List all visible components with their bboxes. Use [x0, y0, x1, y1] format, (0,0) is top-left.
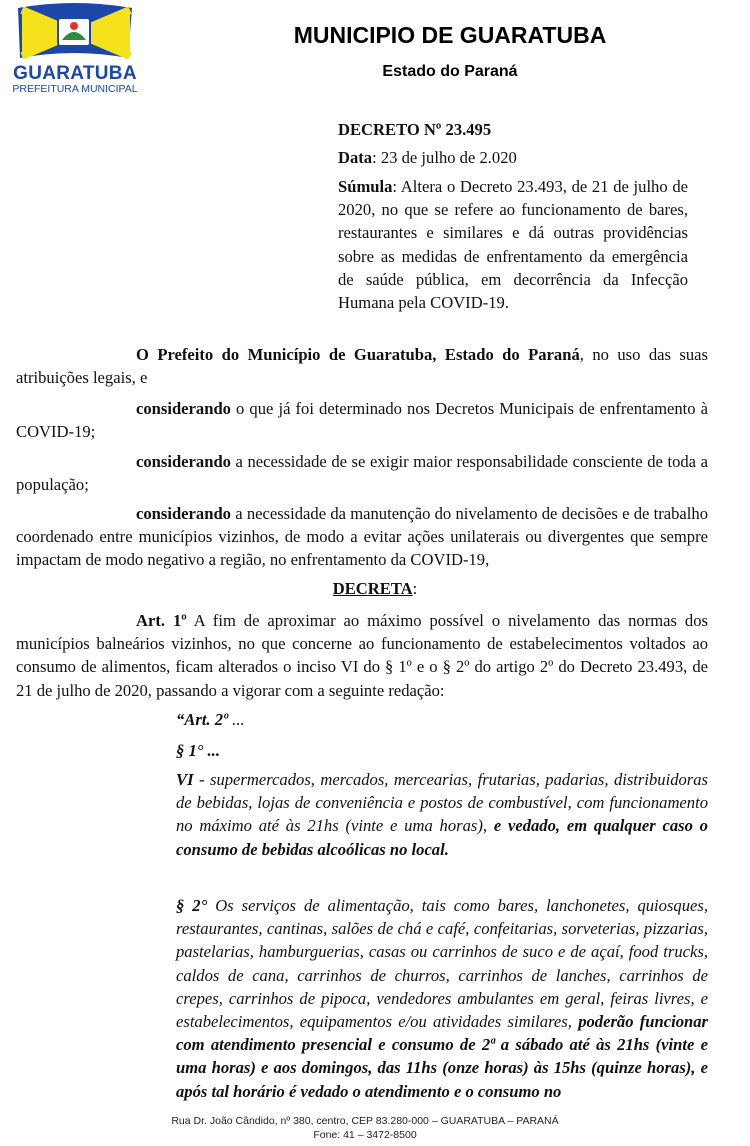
quote-paragraph-1: § 1° ...	[176, 741, 220, 760]
flag-emblem-icon	[14, 2, 136, 64]
considerando-label: considerando	[136, 452, 231, 471]
article-1-label: Art. 1º	[136, 611, 187, 630]
page-footer	[0, 1114, 730, 1142]
preamble-text: , no uso das suas atribuições legais, e	[16, 345, 708, 388]
municipality-title: MUNICIPIO DE GUARATUBA	[293, 22, 607, 48]
inciso-label: VI	[176, 770, 194, 789]
considerando-label: considerando	[136, 504, 231, 523]
footer-address: Rua Dr. João Cândido, nº 380, centro, CEP 83.280-000 – GUARATUBA – PARANÁ	[171, 1115, 559, 1127]
summary-text: : Altera o Decreto 23.493, de 21 de julho de 2020, no que se refere ao funcionamento de bares, restaurantes e similares e dá outras providências sobre as medidas de enfrentamento da emergência de saúde pública, em decorrência da Infecção Humana pela COVID-19.	[338, 177, 688, 313]
logo-subtitle: PREFEITURA MUNICIPAL	[12, 83, 138, 95]
considerando-text: a necessidade da manutenção do nivelamento de decisões e de trabalho coordenado entre municípios vizinhos, de modo a evitar ações unilaterais ou divergentes que sempre impactam de modo negativo a região, no enfrentamento da COVID-19,	[16, 504, 708, 570]
article-1-text: A fim de aproximar ao máximo possível o nivelamento das normas dos municípios balneários vizinhos, no que concerne ao funcionamento de estabelecimentos voltados ao consumo de alimentos, ficam alterados o inciso VI do § 1º e o § 2º do artigo 2º do Decreto 23.493, de 21 de julho de 2020, passando a vigorar com a seguinte redação:	[16, 611, 708, 700]
decreta-heading	[0, 577, 750, 600]
logo-name: GUARATUBA	[13, 63, 137, 84]
quote-art2	[176, 708, 708, 731]
decree-date	[338, 146, 517, 169]
preamble-paragraph	[16, 343, 708, 389]
decree-number: DECRETO Nº 23.495	[338, 120, 492, 139]
quote-inciso-vi	[176, 768, 708, 861]
considerando-text: o que já foi determinado nos Decretos Municipais de enfrentamento à COVID-19;	[16, 399, 708, 442]
quote-art2-dots: ...	[228, 710, 245, 729]
inciso-bold-text: e vedado, em qualquer caso o consumo de bebidas alcoólicas no local.	[176, 816, 708, 859]
mayor-label: O Prefeito do Município de Guaratuba, Estado do Paraná	[136, 345, 580, 364]
considerando-paragraph-2	[16, 450, 708, 496]
date-label: Data	[338, 148, 373, 167]
paragraph-2-bold-text: poderão funcionar com atendimento presencial e consumo de 2ª a sábado até às 21hs (vinte e uma horas) e aos domingos, das 11hs (onze horas) às 15hs (quinze horas), e após tal horário é vedado o atendimento e o consumo no	[176, 1012, 709, 1101]
considerando-paragraph-1	[16, 397, 708, 443]
inciso-text: - supermercados, mercados, mercearias, frutarias, padarias, distribuidoras de bebidas, lojas de conveniência e postos de combustível, com funcionamento no máximo até às 21hs (vinte e uma horas),	[176, 770, 708, 836]
summary-label: Súmula	[338, 177, 393, 196]
state-subtitle: Estado do Paraná	[382, 63, 518, 80]
quote-paragraph-2	[176, 894, 708, 1103]
quote-art2-label: “Art. 2º	[176, 710, 229, 729]
considerando-text: a necessidade de se exigir maior responsabilidade consciente de toda a população;	[16, 452, 708, 495]
date-value: : 23 de julho de 2.020	[372, 148, 517, 167]
decreta-label: DECRETA	[332, 579, 413, 598]
paragraph-2-label: § 2°	[176, 896, 208, 915]
footer-phone: Fone: 41 – 3472-8500	[313, 1129, 417, 1141]
decree-summary	[338, 175, 688, 314]
paragraph-2-text: Os serviços de alimentação, tais como bares, lanchonetes, quiosques, restaurantes, cantinas, salões de chá e café, confeitarias, sorveterias, pizzarias, pastelarias, hamburguerias, casas ou carrinhos de suco e de açaí, food trucks, caldos de cana, carrinhos de churros, carrinhos de lanches, carrinhos de crepes, carrinhos de pipoca, vendedores ambulantes em geral, feiras livres, e estabelecimentos, equipamentos e/ou atividades similares,	[176, 896, 708, 1032]
article-1	[16, 609, 708, 702]
considerando-label: considerando	[136, 399, 231, 418]
decreta-colon: :	[412, 579, 418, 598]
guaratuba-logo	[10, 2, 138, 94]
considerando-paragraph-3	[16, 502, 708, 572]
